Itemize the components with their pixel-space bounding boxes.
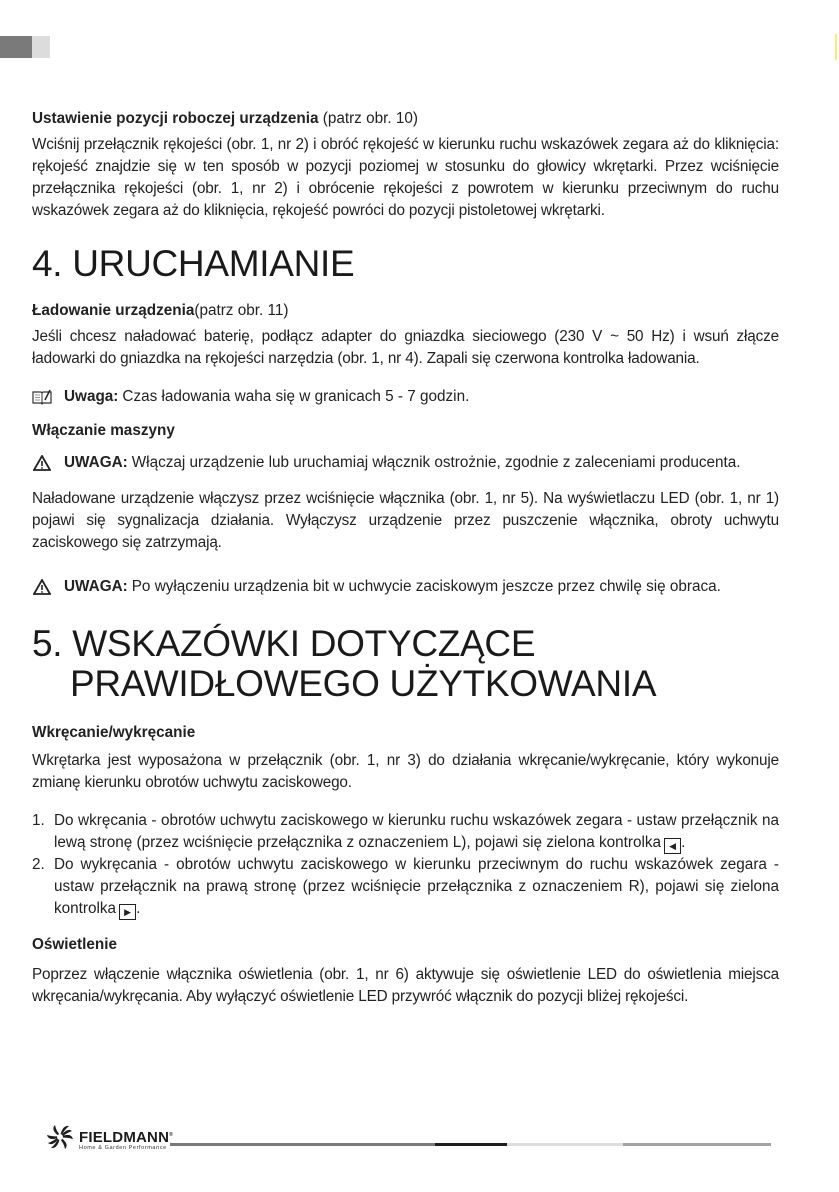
list-item-text-wrap <box>54 854 779 920</box>
list-item-end: . <box>136 900 141 917</box>
book-note-icon <box>32 389 52 405</box>
page-tab-marker-light <box>32 36 50 58</box>
page-tab-marker-dark <box>0 36 32 58</box>
footer-line-segment-2 <box>435 1143 507 1146</box>
section-title-screwing: Wkręcanie/wykręcanie <box>32 724 196 741</box>
page-footer <box>45 1122 785 1152</box>
list-item <box>32 854 779 920</box>
warning-switching-on <box>32 452 779 474</box>
list-item-text: Do wykręcania - obrotów uchwytu zaciskowego w kierunku przeciwnym do ruchu wskazówek zegara - ustaw przełącznik na prawą stronę (przez wciśnięcie przełącznika z oznaczeniem R), pojawi się zielona kontrolka <box>54 856 779 917</box>
brand-logo-text <box>79 1128 173 1152</box>
list-item <box>32 810 779 854</box>
warning-triangle-icon <box>32 455 52 471</box>
chapter-heading-usage-guidelines <box>32 624 779 704</box>
registered-mark: ® <box>169 1131 174 1138</box>
paragraph-switching-on: Naładowane urządzenie włączysz przez wciśnięcie włącznika (obr. 1, nr 5). Na wyświetlaczu LED (obr. 1, nr 1) pojawi się sygnalizacja działania. Wyłączysz urządzenie przez puszczenie włącznika, obroty uchwytu zaciskowego się zatrzymają. <box>32 490 779 551</box>
figure-reference: (patrz obr. 11) <box>194 302 289 319</box>
figure-reference: (patrz obr. 10) <box>318 110 418 127</box>
note-label: Uwaga: <box>64 388 119 405</box>
section-title-charging <box>32 300 779 322</box>
chapter-heading-startup: 4. URUCHAMIANIE <box>32 243 355 284</box>
list-item-end: . <box>681 834 686 851</box>
chapter-heading-line-1: 5. WSKAZÓWKI DOTYCZĄCE <box>32 623 536 664</box>
paragraph-screwing: Wkrętarka jest wyposażona w przełącznik (obr. 1, nr 3) do działania wkręcanie/wykręcanie, który wykonuje zmianę kierunku obrotów uchwytu zaciskowego. <box>32 752 779 791</box>
fieldmann-fan-logo-icon <box>45 1122 75 1157</box>
brand-logo <box>45 1122 173 1157</box>
list-item-number: 1. <box>32 812 45 829</box>
screwing-steps-list <box>32 810 779 920</box>
right-arrow-indicator-icon: ▶ <box>119 904 136 920</box>
brand-name: FIELDMANN <box>79 1128 170 1146</box>
footer-line-segment-1 <box>170 1143 435 1146</box>
paragraph-working-position: Wciśnij przełącznik rękojeści (obr. 1, nr 2) i obróć rękojeść w kierunku ruchu wskazówek zegara aż do kliknięcia: rękojeść znajdzie się w ten sposób w pozycji poziomej w stosunku do głowicy wkrętarki. Przez wciśnięcie przełącznika rękojeści (obr. 1, nr 2) i obrócenie rękojeści z powrotem w kierunku przeciwnym do ruchu wskazówek zegara aż do kliknięcia, rękojeść powróci do pozycji pistoletowej wkrętarki. <box>32 136 779 219</box>
page-content <box>32 108 779 1008</box>
section-title-lighting: Oświetlenie <box>32 936 118 953</box>
brand-name-wrap <box>79 1128 173 1145</box>
page-edge-mark <box>835 34 837 60</box>
left-arrow-indicator-icon: ◀ <box>664 838 681 854</box>
section-title-switching-on: Włączanie maszyny <box>32 422 175 439</box>
note-text: Czas ładowania waha się w granicach 5 - 7 godzin. <box>122 388 470 405</box>
paragraph-lighting: Poprzez włączenie włącznika oświetlenia (obr. 1, nr 6) aktywuje się oświetlenie LED do oświetlenia miejsca wkręcania/wykręcania. Aby wyłączyć oświetlenie LED przywróć włącznik do pozycji bliżej rękojeści. <box>32 966 779 1005</box>
warning-text: Po wyłączeniu urządzenia bit w uchwycie zaciskowym jeszcze przez chwilę się obraca. <box>131 578 721 595</box>
list-item-text-wrap <box>54 810 779 854</box>
warning-triangle-icon <box>32 579 52 595</box>
list-item-number: 2. <box>32 856 45 873</box>
list-item-text: Do wkręcania - obrotów uchwytu zaciskowego w kierunku ruchu wskazówek zegara - ustaw przełącznik na lewą stronę (przez wciśnięcie przełącznika z oznaczeniem L), pojawi się zielona kontrolka <box>54 812 779 851</box>
warning-text: Włączaj urządzenie lub uruchamiaj włącznik ostrożnie, zgodnie z zaleceniami producenta. <box>131 454 741 471</box>
footer-line-segment-3 <box>507 1143 623 1146</box>
footer-line-segment-4 <box>623 1143 771 1146</box>
warning-label: UWAGA: <box>64 454 128 471</box>
paragraph-charging: Jeśli chcesz naładować baterię, podłącz adapter do gniazdka sieciowego (230 V ~ 50 Hz) i wsuń złącze ładowarki do gniazdka na rękojeści narzędzia (obr. 1, nr 4). Zapali się czerwona kontrolka ładowania. <box>32 328 779 367</box>
brand-tagline: Home & Garden Performance <box>79 1144 167 1151</box>
section-title-bold: Ustawienie pozycji roboczej urządzenia <box>32 110 319 127</box>
section-title-working-position <box>32 108 779 130</box>
note-charging-time <box>32 386 779 408</box>
chapter-heading-line-2: PRAWIDŁOWEGO UŻYTKOWANIA <box>70 663 657 704</box>
warning-bit-rotation <box>32 576 779 598</box>
warning-label: UWAGA: <box>64 578 128 595</box>
section-title-bold: Ładowanie urządzenia <box>32 302 195 319</box>
